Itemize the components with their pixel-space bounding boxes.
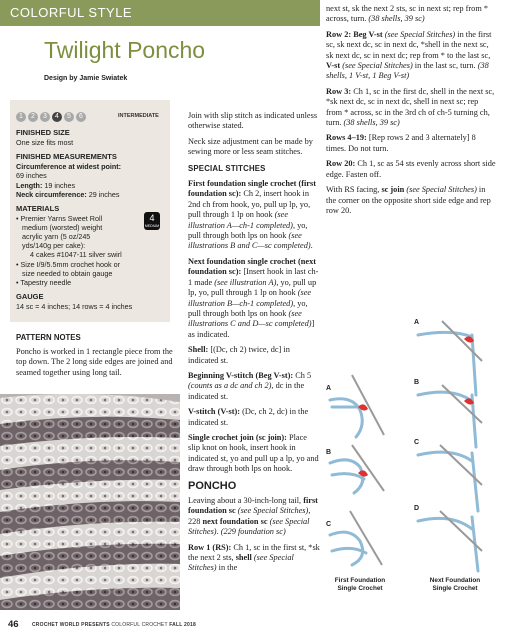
note: (38 shells, 39 sc) xyxy=(343,118,400,128)
stitch-next-foundation-sc xyxy=(188,257,321,340)
caption-line: First Foundation xyxy=(334,577,386,584)
diagram-label: C xyxy=(414,439,420,446)
row-term: Row 20: xyxy=(326,159,356,169)
note: (see Special Stitches) xyxy=(235,506,309,516)
caption-line: Single Crochet xyxy=(337,585,383,592)
row-2 xyxy=(326,30,496,82)
skill-level-4-active: 4 xyxy=(52,112,62,122)
materials-heading: MATERIALS xyxy=(16,204,60,213)
section-label: COLORFUL STYLE xyxy=(10,5,133,20)
measurements-heading: FINISHED MEASUREMENTS xyxy=(16,152,117,161)
caption-line: Single Crochet xyxy=(432,585,478,592)
crochet-fabric-photo xyxy=(0,394,180,610)
skill-level-1: 1 xyxy=(16,112,26,122)
page-number: 46 xyxy=(8,619,19,630)
stitch-text: . xyxy=(310,241,313,251)
stitch-note: (see illustrations B and C—sc completed) xyxy=(188,231,311,251)
text: Ch 1, sc in the first st, *sk the next 2 sts, xyxy=(188,542,320,563)
text: Ch 1, sc as 54 sts evenly across short side edge. Fasten off. xyxy=(326,159,496,179)
note: (see Special Stitches). (229 foundation sc) xyxy=(188,516,310,537)
text: Leaving about a 30-inch-long tail, xyxy=(188,496,304,505)
text: in the last sc, turn. xyxy=(412,61,478,71)
skill-level-3: 3 xyxy=(40,112,50,122)
section-header-band xyxy=(0,0,320,26)
term: first foundation sc xyxy=(188,496,318,516)
text: in the corner on the opposite short side edge and rep row 20. xyxy=(326,185,491,215)
stitch-text: , yo, pull through both lps on hook xyxy=(188,298,308,318)
note: (see Special Stitches) xyxy=(404,185,477,195)
stitch-note: (see illustration B—ch-1 completed) xyxy=(188,288,312,308)
text: next st, sk the next 2 sts, sc in next st; rep from * across, turn. xyxy=(326,4,488,24)
length-label: Length: xyxy=(16,181,43,190)
stitch-note: (see illustration A—ch-1 completed) xyxy=(188,210,293,230)
poncho-heading: PONCHO xyxy=(188,479,237,492)
stitch-first-foundation-sc xyxy=(188,179,321,252)
stitch-note: (see illustrations C and D—sc completed) xyxy=(188,308,312,329)
term: shell xyxy=(235,553,252,563)
stitch-term: First foundation single crochet (first foundation sc): xyxy=(188,179,316,199)
row-3 xyxy=(326,87,496,129)
length-value: 19 inches xyxy=(44,181,76,190)
note: (38 shells, 39 sc) xyxy=(368,14,425,24)
term: sc join xyxy=(381,185,405,195)
row-term: Rows 4–19: xyxy=(326,133,367,143)
byline: Design by Jamie Swiatek xyxy=(44,75,128,82)
footer-issue: COLORFUL CROCHET xyxy=(111,622,168,628)
row-term: Row 2: xyxy=(326,29,352,39)
stitch-sc-join xyxy=(188,433,321,475)
stitch-v xyxy=(188,407,321,428)
neck-label: Neck circumference: xyxy=(16,190,87,199)
stitch-note: (counts as a dc and ch 2) xyxy=(188,381,272,391)
skill-level-6: 6 xyxy=(76,112,86,122)
stitch-note: (see illustration A) xyxy=(214,277,277,287)
text: , 228 xyxy=(188,506,311,526)
circumference-line xyxy=(16,162,121,171)
skill-level-2: 2 xyxy=(28,112,38,122)
term: V-st xyxy=(326,61,341,71)
paragraph-neck-adjust: Neck size adjustment can be made by sewing more or less seam stitches. xyxy=(188,136,313,157)
material-3: • Tapestry needle xyxy=(16,278,72,287)
diagram-label: A xyxy=(326,385,332,392)
footer-season: FALL 2018 xyxy=(169,622,196,628)
footer-line xyxy=(32,622,196,628)
circumference-value: 69 inches xyxy=(16,171,47,180)
stitch-term: V-stitch (V-st): xyxy=(188,407,240,417)
stitch-shell xyxy=(188,345,321,366)
material-1-line-1: • Premier Yarns Sweet Roll xyxy=(16,214,103,223)
paragraph-join: Join with slip stitch as indicated unless otherwise stated. xyxy=(188,111,318,131)
diagram-label: B xyxy=(414,379,420,386)
gauge-value: 14 sc = 4 inches; 14 rows = 4 inches xyxy=(16,302,133,311)
footer-brand: CROCHET WORLD PRESENTS xyxy=(32,622,110,628)
poncho-foundation xyxy=(188,496,321,538)
caption-next-foundation xyxy=(418,577,492,593)
note: (see Special Stitches) xyxy=(340,61,413,71)
stitch-text: [(Dc, ch 2) twice, dc] in indicated st. xyxy=(188,345,290,365)
rows-4-19 xyxy=(326,133,496,154)
foundation-stitch-diagram xyxy=(322,315,507,625)
stitch-term: Beginning V-stitch (Beg V-st): xyxy=(188,370,294,380)
material-1-line-3: acrylic yarn (5 oz/245 xyxy=(22,232,91,241)
pattern-notes-text: Poncho is worked in 1 rectangle piece from the top down. The 2 long side edges are joined and seamed together using long tail. xyxy=(16,347,173,377)
term: next foundation sc xyxy=(202,516,268,526)
material-1-line-2: medium (worsted) weight xyxy=(22,223,103,232)
length-line xyxy=(16,181,75,190)
material-1-line-5: 4 cakes #1047-11 silver swirl xyxy=(30,250,122,259)
skill-label: INTERMEDIATE xyxy=(118,113,159,119)
stitch-text: , yo, pull up lp, yo, pull through 1 lp on hook xyxy=(188,277,317,298)
finished-size-value: One size fits most xyxy=(16,138,74,147)
diagram-label: A xyxy=(414,319,420,326)
yarn-weight-number: 4 xyxy=(149,213,155,223)
diagram-label: C xyxy=(326,521,332,528)
note: (38 shells, 1 V-st, 1 Beg V-st) xyxy=(326,61,489,81)
term: Beg V-st xyxy=(351,29,383,39)
material-2-line-1: • Size I/9/5.5mm crochet hook or xyxy=(16,260,120,269)
note: (see Special Stitches) xyxy=(382,29,456,39)
stitch-text: (Dc, ch 2, dc) in the indicated st. xyxy=(188,407,309,427)
row-term: Row 1 (RS): xyxy=(188,542,232,552)
yarn-weight-icon xyxy=(144,212,160,230)
neck-value: 29 inches xyxy=(88,190,120,199)
final-instruction xyxy=(326,185,496,216)
stitch-text: Ch 5 xyxy=(293,370,312,380)
stitch-text: , dc in the indicated st. xyxy=(188,381,305,401)
diagram-label: B xyxy=(326,449,332,456)
stitch-text: ] as indicated. xyxy=(188,319,315,339)
note: (see Special Stitches) xyxy=(188,553,294,573)
gauge-heading: GAUGE xyxy=(16,292,44,301)
yarn-weight-label: MEDIUM xyxy=(144,224,160,228)
stitch-term: Single crochet join (sc join): xyxy=(188,432,287,442)
row-term: Row 3: xyxy=(326,86,352,96)
text: With RS facing, xyxy=(326,185,382,195)
column-right xyxy=(326,4,496,221)
stitch-text: [Insert hook in last ch-1 made xyxy=(188,267,319,287)
caption-first-foundation xyxy=(326,577,394,593)
pattern-notes-heading: PATTERN NOTES xyxy=(16,333,81,342)
column-middle xyxy=(188,111,321,579)
stitch-text: Ch 2, insert hook in 2nd ch from hook, yo, pull up lp, yo, pull through 1 lp on hook xyxy=(188,189,311,220)
page-title: Twilight Poncho xyxy=(44,37,206,63)
text: [Rep rows 2 and 3 alternately] 8 times. Do not turn. xyxy=(326,133,476,153)
material-2-line-2: size needed to obtain gauge xyxy=(22,269,113,278)
row-1 xyxy=(188,543,321,574)
stitch-term: Next foundation single crochet (next foundation sc): xyxy=(188,256,316,277)
row-1-continued xyxy=(326,4,496,25)
neck-line xyxy=(16,190,120,199)
finished-size-heading: FINISHED SIZE xyxy=(16,128,70,137)
special-stitches-heading: SPECIAL STITCHES xyxy=(188,163,266,173)
circumference-label: Circumference at widest point: xyxy=(16,162,122,171)
stitch-text: , yo, pull through both lps on hook xyxy=(188,220,308,241)
skill-level-5: 5 xyxy=(64,112,74,122)
row-20 xyxy=(326,159,496,180)
text: in the first sc, sk next dc, sc in next dc, *shell in the next sc, sk next dc, sc in next dc; rep from * to the last sc, xyxy=(326,29,492,60)
text: in the xyxy=(216,563,238,573)
diagram-label: D xyxy=(414,505,420,512)
stitch-beg-v xyxy=(188,371,321,402)
material-1-line-4: yds/140g per cake): xyxy=(22,241,86,250)
stitch-text: Place slip knot on hook, insert hook in indicated st, yo and pull up a lp, yo and draw through both lps on hook. xyxy=(188,432,319,474)
text: Ch 1, sc in the first dc, shell in the next sc, *sk next dc, sc in next dc, shell in next sc; rep from * across, sc in the 3rd ch of ch-5 turning ch, turn. xyxy=(326,86,495,128)
stitch-term: Shell: xyxy=(188,345,209,355)
caption-line: Next Foundation xyxy=(429,577,481,584)
